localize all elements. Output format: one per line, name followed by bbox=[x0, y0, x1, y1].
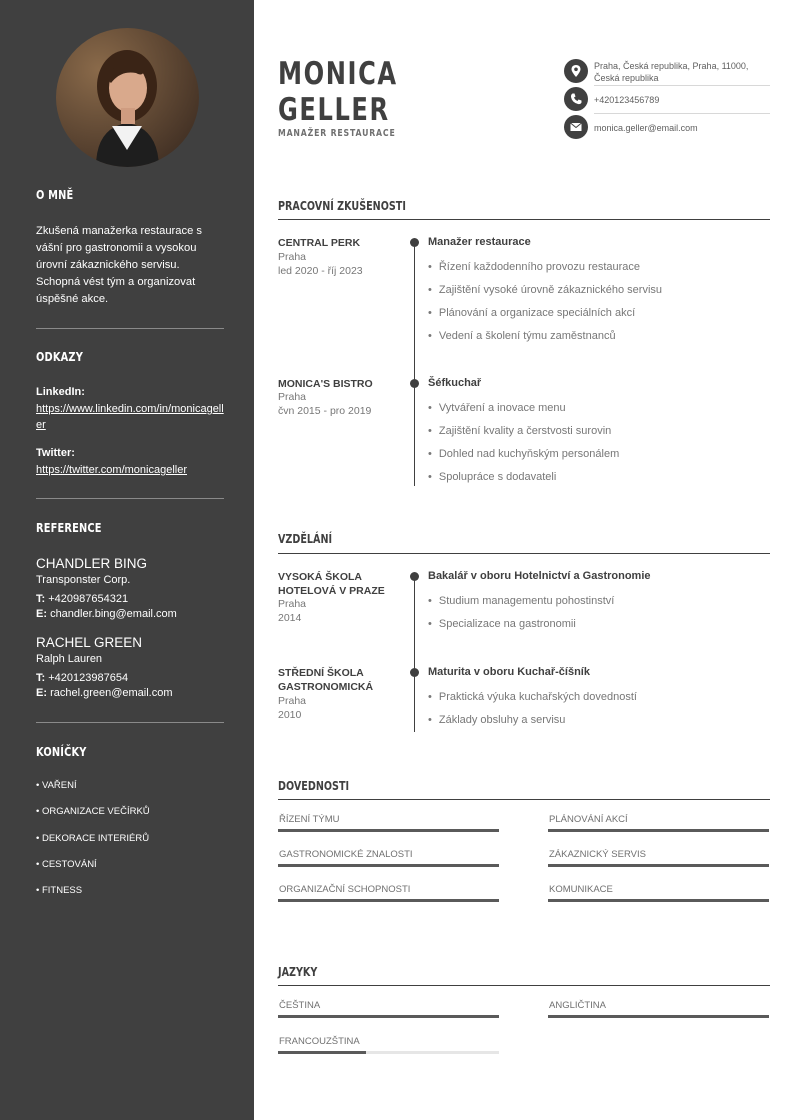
skill-bar bbox=[548, 829, 769, 832]
duty-item: • Vytváření a inovace menu bbox=[428, 402, 566, 414]
skill-level bbox=[278, 829, 499, 832]
employer-name: CENTRAL PERK bbox=[278, 237, 361, 249]
hobby-item: • ORGANIZACE VEČÍRKŮ bbox=[36, 806, 150, 817]
links-title: ODKAZY bbox=[36, 350, 84, 364]
reference-company: Transponster Corp. bbox=[36, 574, 131, 586]
skill-name: ZÁKAZNICKÝ SERVIS bbox=[549, 849, 646, 860]
contact-phone: +420123456789 bbox=[594, 95, 660, 105]
divider bbox=[594, 85, 770, 86]
language-level bbox=[278, 1051, 366, 1054]
skills-title: DOVEDNOSTI bbox=[278, 779, 350, 793]
skill-bar bbox=[548, 899, 769, 902]
employer-city: Praha bbox=[278, 391, 307, 403]
reference-email: E: chandler.bing@email.com bbox=[36, 608, 177, 620]
skill-name: KOMUNIKACE bbox=[549, 884, 613, 895]
language-name: ČEŠTINA bbox=[279, 1000, 321, 1011]
hobby-item: • CESTOVÁNÍ bbox=[36, 859, 97, 870]
experience-title: PRACOVNÍ ZKUŠENOSTI bbox=[278, 199, 406, 213]
school-name: STŘEDNÍ ŠKOLA GASTRONOMICKÁ bbox=[278, 667, 374, 693]
duty-item: • Spolupráce s dodavateli bbox=[428, 471, 556, 483]
language-bar bbox=[548, 1015, 769, 1018]
study-item: • Studium managementu pohostinství bbox=[428, 595, 614, 607]
hobby-item: • VAŘENÍ bbox=[36, 780, 77, 791]
skill-level bbox=[548, 864, 769, 867]
study-item: • Základy obsluhy a servisu bbox=[428, 714, 565, 726]
duty-item: • Plánování a organizace speciálních akcí bbox=[428, 307, 635, 319]
twitter-link[interactable]: https://twitter.com/monicageller bbox=[36, 464, 188, 476]
last-name: GELLER bbox=[278, 92, 390, 128]
phone-icon bbox=[564, 87, 588, 111]
degree-title: Bakalář v oboru Hotelnictví a Gastronomie bbox=[428, 570, 651, 582]
sidebar bbox=[0, 0, 254, 1120]
job-title: MANAŽER RESTAURACE bbox=[278, 128, 396, 139]
timeline-dot bbox=[410, 668, 419, 677]
education-title: VZDĚLÁNÍ bbox=[278, 532, 333, 546]
reference-title: REFERENCE bbox=[36, 521, 102, 535]
skill-name: GASTRONOMICKÉ ZNALOSTI bbox=[279, 849, 413, 860]
divider bbox=[36, 328, 224, 329]
contact-address: Praha, Česká republika, Praha, 11000, Česká republika bbox=[594, 61, 749, 83]
employment-dates: led 2020 - říj 2023 bbox=[278, 265, 363, 277]
language-name: FRANCOUZŠTINA bbox=[279, 1036, 360, 1047]
twitter-label: Twitter: bbox=[36, 447, 75, 459]
email-icon bbox=[564, 115, 588, 139]
skill-name: PLÁNOVÁNÍ AKCÍ bbox=[549, 814, 628, 825]
reference-name: RACHEL GREEN bbox=[36, 635, 143, 650]
location-pin-icon bbox=[564, 59, 588, 83]
reference-phone: T: +420123987654 bbox=[36, 672, 129, 684]
timeline-line bbox=[414, 576, 415, 732]
study-item: • Specializace na gastronomii bbox=[428, 618, 576, 630]
reference-name: CHANDLER BING bbox=[36, 556, 148, 571]
skill-name: ORGANIZAČNÍ SCHOPNOSTI bbox=[279, 884, 411, 895]
duty-item: • Řízení každodenního provozu restaurace bbox=[428, 261, 640, 273]
skill-level bbox=[278, 899, 499, 902]
hobby-item: • FITNESS bbox=[36, 885, 83, 896]
language-level bbox=[278, 1015, 499, 1018]
section-divider bbox=[278, 985, 770, 986]
skill-bar bbox=[548, 864, 769, 867]
language-bar bbox=[278, 1015, 499, 1018]
school-city: Praha bbox=[278, 598, 307, 610]
duty-item: • Vedení a školení týmu zaměstnanců bbox=[428, 330, 616, 342]
duty-item: • Zajištění kvality a čerstvosti surovin bbox=[428, 425, 611, 437]
timeline-dot bbox=[410, 238, 419, 247]
skill-level bbox=[278, 864, 499, 867]
section-divider bbox=[278, 799, 770, 800]
position-title: Šéfkuchař bbox=[428, 377, 482, 389]
about-text: Zkušená manažerka restaurace s vášní pro gastronomii a vysokou úrovní zákaznického servisu. Schopná vést tým a organizovat úspěšné akce. bbox=[36, 225, 203, 305]
hobby-item: • DEKORACE INTERIÉRŮ bbox=[36, 833, 150, 844]
profile-photo bbox=[56, 28, 199, 167]
position-title: Manažer restaurace bbox=[428, 236, 531, 248]
reference-email: E: rachel.green@email.com bbox=[36, 687, 173, 699]
duty-item: • Dohled nad kuchyňským personálem bbox=[428, 448, 619, 460]
language-bar bbox=[278, 1051, 499, 1054]
divider bbox=[36, 498, 224, 499]
skill-level bbox=[548, 899, 769, 902]
divider bbox=[594, 113, 770, 114]
skill-name: ŘÍZENÍ TÝMU bbox=[279, 814, 340, 825]
degree-title: Maturita v oboru Kuchař-číšník bbox=[428, 666, 590, 678]
linkedin-label: LinkedIn: bbox=[36, 386, 85, 398]
section-divider bbox=[278, 553, 770, 554]
employer-city: Praha bbox=[278, 251, 307, 263]
language-name: ANGLIČTINA bbox=[549, 1000, 607, 1011]
reference-company: Ralph Lauren bbox=[36, 653, 103, 665]
divider bbox=[36, 722, 224, 723]
school-name: VYSOKÁ ŠKOLA HOTELOVÁ V PRAZE bbox=[278, 571, 385, 597]
school-city: Praha bbox=[278, 695, 307, 707]
employer-name: MONICA'S BISTRO bbox=[278, 378, 373, 390]
section-divider bbox=[278, 219, 770, 220]
languages-title: JAZYKY bbox=[278, 965, 318, 979]
about-title: O MNĚ bbox=[36, 188, 74, 202]
contact-email[interactable]: monica.geller@email.com bbox=[594, 123, 698, 133]
graduation-year: 2010 bbox=[278, 709, 302, 721]
timeline-dot bbox=[410, 572, 419, 581]
language-level bbox=[548, 1015, 769, 1018]
timeline-dot bbox=[410, 379, 419, 388]
study-item: • Praktická výuka kuchařských dovedností bbox=[428, 691, 637, 703]
graduation-year: 2014 bbox=[278, 612, 302, 624]
skill-bar bbox=[278, 864, 499, 867]
skill-level bbox=[548, 829, 769, 832]
skill-bar bbox=[278, 899, 499, 902]
reference-phone: T: +420987654321 bbox=[36, 593, 129, 605]
hobbies-title: KONÍČKY bbox=[36, 745, 87, 759]
skill-bar bbox=[278, 829, 499, 832]
timeline-line bbox=[414, 242, 415, 486]
employment-dates: čvn 2015 - pro 2019 bbox=[278, 405, 372, 417]
first-name: MONICA bbox=[278, 56, 398, 92]
duty-item: • Zajištění vysoké úrovně zákaznického servisu bbox=[428, 284, 662, 296]
linkedin-link[interactable]: https://www.linkedin.com/in/monicageller bbox=[36, 403, 224, 431]
